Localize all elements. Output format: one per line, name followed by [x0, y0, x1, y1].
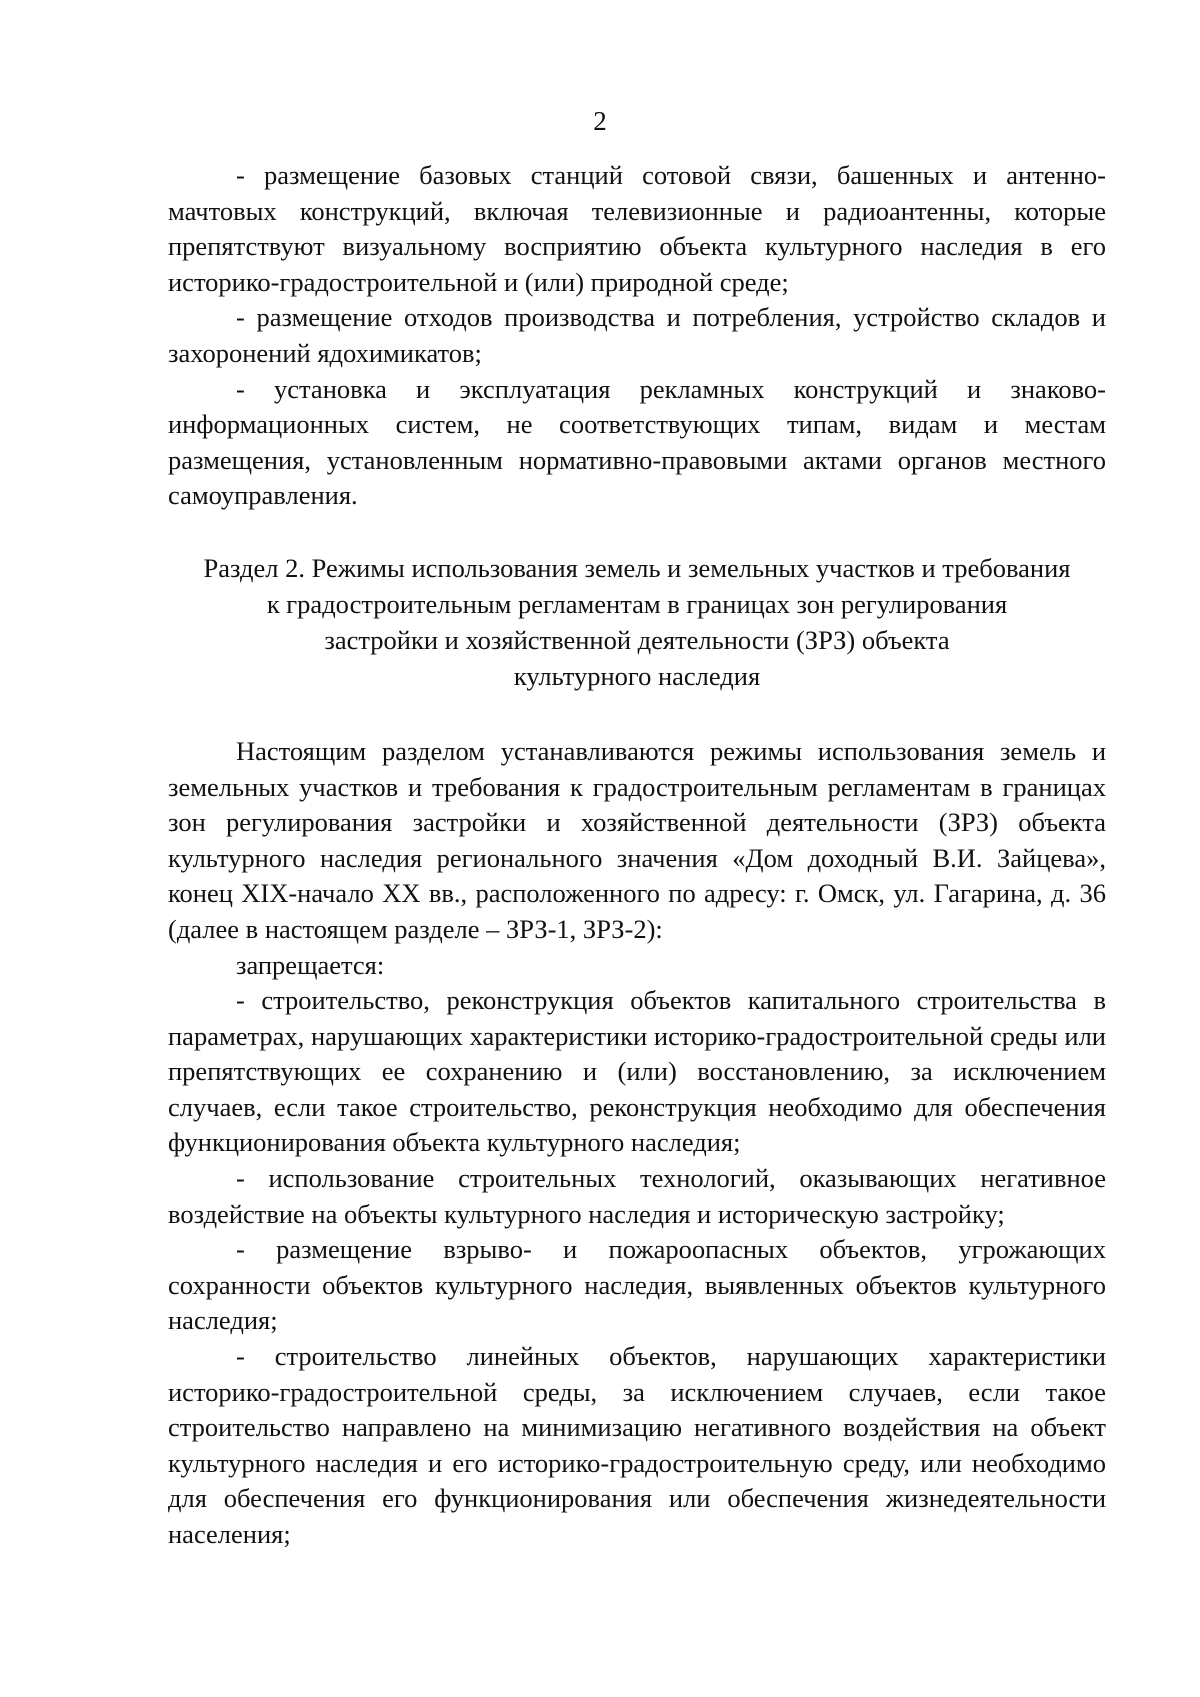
section-heading: [168, 550, 1106, 694]
top-list-item: - установка и эксплуатация рекламных конструкций и знаково-информационных систем, не соответствующих типам, видам и местам размещения, установленным нормативно-правовыми актами органов местного самоуправления.: [168, 373, 1106, 511]
prohibited-list-item: - использование строительных технологий, оказывающих негативное воздействие на объекты культурного наследия и историческую застройку;: [168, 1163, 1106, 1229]
prohibited-label: запрещается:: [236, 949, 385, 980]
section-heading-line: культурного наследия: [513, 660, 761, 691]
top-list-item: - размещение базовых станций сотовой связи, башенных и антенно-мачтовых конструкций, включая телевизионные и радиоантенны, которые препятствуют визуальному восприятию объекта культурного наследия в его историко-градостроительной и (или) природной среде;: [168, 160, 1106, 297]
section-heading-line: к градостроительным регламентам в границах зон регулирования: [266, 588, 1008, 619]
prohibited-list-item: - размещение взрыво- и пожароопасных объектов, угрожающих сохранности объектов культурного наследия, выявленных объектов культурного наследия;: [168, 1234, 1106, 1336]
page-number: 2: [593, 106, 607, 136]
prohibited-list-item: - строительство, реконструкция объектов капитального строительства в параметрах, нарушающих характеристики историко-градостроительной среды или препятствующих ее сохранению и (или) восстановлению, за исключением случаев, если такое строительство, реконструкция необходимо для обеспечения функционирования объекта культурного наследия;: [168, 985, 1106, 1158]
intro-paragraph: Настоящим разделом устанавливаются режимы использования земель и земельных участков и требования к градостроительным регламентам в границах зон регулирования застройки и хозяйственной деятельности (ЗРЗ) объекта культурного наследия регионального значения «Дом доходный В.И. Зайцева», конец XIX-начало XX вв., расположенного по адресу: г. Омск, ул. Гагарина, д. 36 (далее в настоящем разделе – ЗРЗ-1, ЗРЗ-2):: [168, 735, 1106, 944]
prohibited-list-item: - строительство линейных объектов, нарушающих характеристики историко-градостроительной среды, за исключением случаев, если такое строительство направлено на минимизацию негативного воздействия на объект культурного наследия и его историко-градостроительную среду, или необходимо для обеспечения его функционирования или обеспечения жизнедеятельности населения;: [168, 1341, 1106, 1549]
document-body: [168, 158, 1106, 1553]
top-list-item: - размещение отходов производства и потребления, устройство складов и захоронений ядохимикатов;: [168, 302, 1106, 368]
section-heading-line: застройки и хозяйственной деятельности (ЗРЗ) объекта: [324, 624, 950, 655]
section-heading-line: Раздел 2. Режимы использования земель и земельных участков и требования: [203, 552, 1071, 583]
